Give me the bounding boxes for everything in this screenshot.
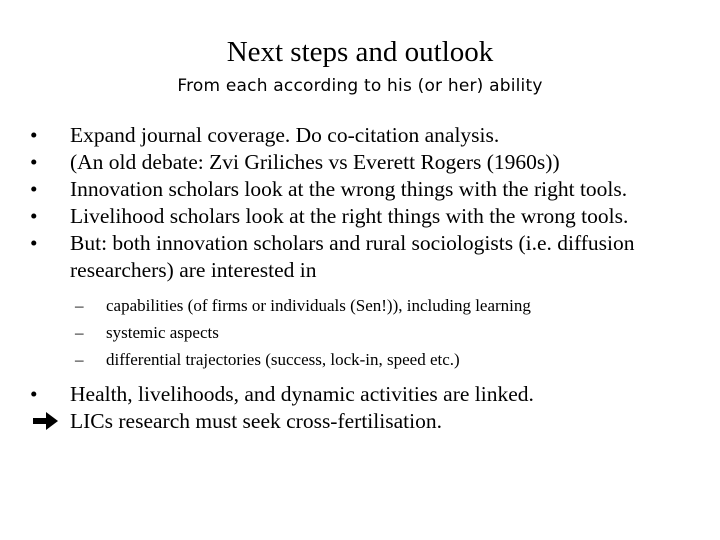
list-item [30, 230, 690, 284]
bullet-marker: • [30, 382, 38, 406]
bullet-marker: • [30, 231, 38, 255]
sub-list-item [30, 292, 690, 319]
bullet-list [30, 122, 690, 284]
list-item-text: Innovation scholars look at the wrong things with the right tools. [70, 177, 628, 201]
list-item [30, 203, 690, 230]
list-item [30, 176, 690, 203]
slide-subtitle: From each according to his (or her) ability [177, 76, 543, 96]
bullet-list-final [30, 381, 690, 408]
bullet-marker: • [30, 204, 38, 228]
sub-list-item-text: differential trajectories (success, lock-in, speed etc.) [106, 350, 460, 369]
list-item-text: Livelihood scholars look at the right things with the wrong tools. [70, 204, 629, 228]
right-arrow-icon [32, 411, 60, 431]
slide-title: Next steps and outlook [226, 36, 494, 68]
dash-marker: – [75, 296, 84, 315]
sub-list-item [30, 346, 690, 373]
bullet-marker: • [30, 150, 38, 174]
sub-list-item-text: systemic aspects [106, 323, 219, 342]
dash-marker: – [75, 350, 84, 369]
list-item [30, 381, 690, 408]
sub-list-item-text: capabilities (of firms or individuals (Sen!)), including learning [106, 296, 531, 315]
dash-marker: – [75, 323, 84, 342]
list-item [30, 122, 690, 149]
sub-list-item [30, 319, 690, 346]
conclusion-text: LICs research must seek cross-fertilisation. [70, 409, 442, 433]
bullet-marker: • [30, 123, 38, 147]
list-item-text: But: both innovation scholars and rural sociologists (i.e. diffusion researchers) are interested in [70, 231, 635, 282]
conclusion-line [30, 408, 690, 435]
slide-body [30, 122, 690, 435]
list-item-text: (An old debate: Zvi Griliches vs Everett Rogers (1960s)) [70, 150, 560, 174]
sub-bullet-list [30, 292, 690, 373]
list-item [30, 149, 690, 176]
list-item-text: Health, livelihoods, and dynamic activities are linked. [70, 382, 534, 406]
list-item-text: Expand journal coverage. Do co-citation analysis. [70, 123, 500, 147]
bullet-marker: • [30, 177, 38, 201]
